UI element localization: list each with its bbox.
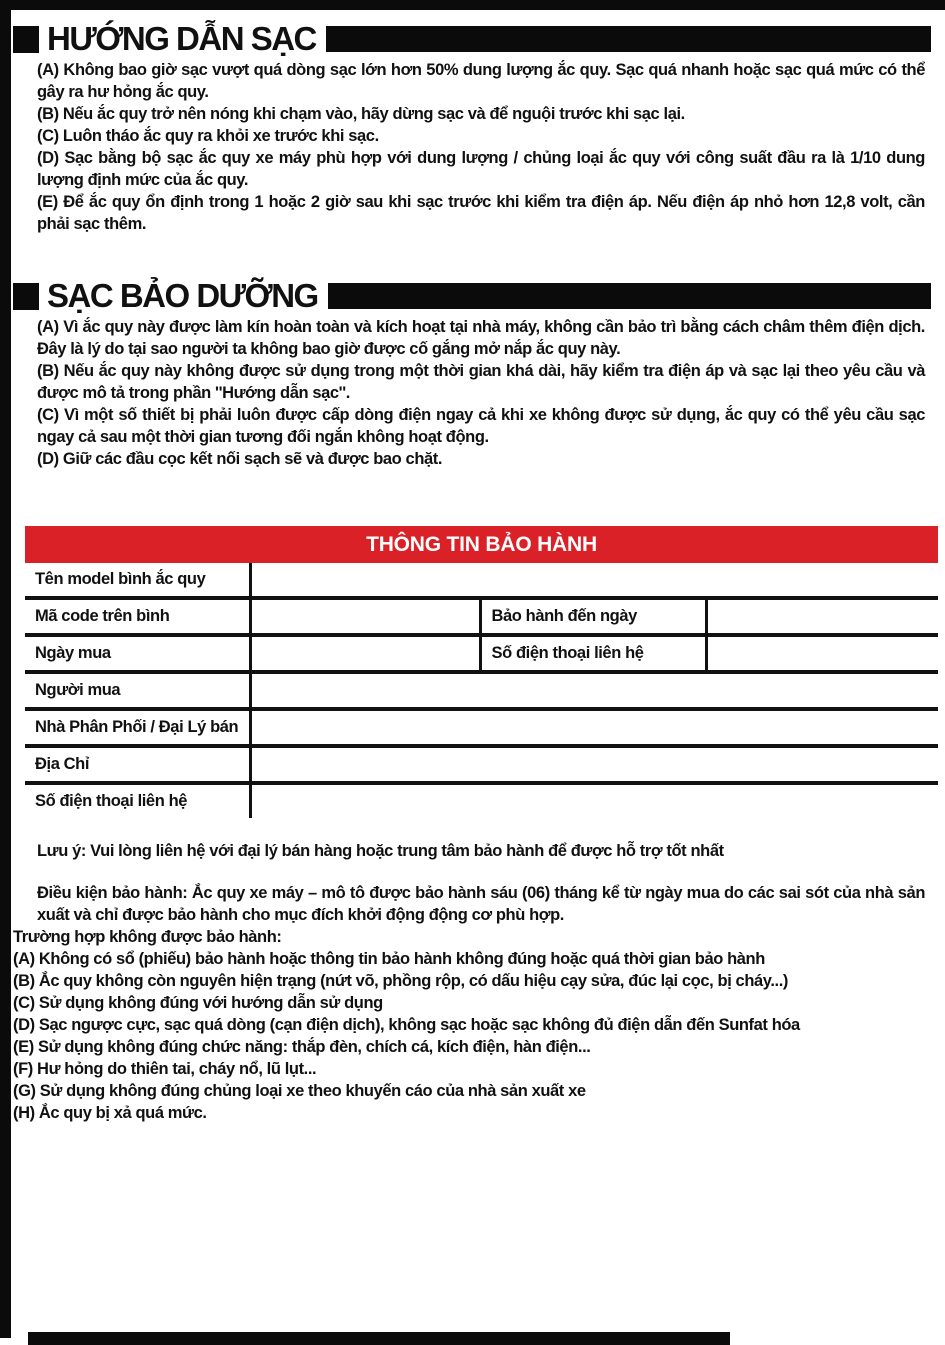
exclusion-item-f: (F) Hư hỏng do thiên tai, cháy nổ, lũ lụt... bbox=[13, 1060, 317, 1078]
field-label-warranty-until: Bảo hành đến ngày bbox=[480, 598, 706, 635]
section-heading-maintenance bbox=[13, 277, 937, 314]
field-value-distributor bbox=[250, 709, 938, 746]
exclusion-item-d: (D) Sạc ngược cực, sạc quá dòng (cạn điện dịch), không sạc hoặc sạc không đủ điện dẫn đến Sunfat hóa bbox=[13, 1016, 800, 1034]
maintenance-item-a: (A) Vì ắc quy này được làm kín hoàn toàn và kích hoạt tại nhà máy, không cần bảo trì bằng cách châm thêm điện dịch. Đây là lý do tại sao người ta không bao giờ được cố gắng mở nắp ắc quy này. bbox=[37, 318, 925, 358]
exclusions-heading: Trường hợp không được bảo hành: bbox=[13, 928, 282, 946]
table-row-code-warranty bbox=[25, 598, 938, 635]
field-label-contact-phone: Số điện thoại liên hệ bbox=[25, 783, 250, 818]
charging-item-b: (B) Nếu ắc quy trở nên nóng khi chạm vào, hãy dừng sạc và để nguội trước khi sạc lại. bbox=[37, 105, 685, 123]
maintenance-paragraphs bbox=[37, 316, 925, 470]
section-title-charging: HƯỚNG DẪN SẠC bbox=[47, 20, 316, 57]
section-title-maintenance: SẠC BẢO DƯỠNG bbox=[47, 277, 318, 314]
bottom-black-bar bbox=[28, 1332, 730, 1345]
maintenance-item-b: (B) Nếu ắc quy này không được sử dụng trong một thời gian khá dài, hãy kiểm tra điện áp và sạc lại theo yêu cầu và được mô tả trong phần ''Hướng dẫn sạc''. bbox=[37, 362, 925, 402]
field-value-purchase-date bbox=[250, 635, 480, 672]
exclusion-item-a: (A) Không có sổ (phiếu) bảo hành hoặc thông tin bảo hành không đúng hoặc quá thời gian bảo hành bbox=[13, 950, 765, 968]
maintenance-item-c: (C) Vì một số thiết bị phải luôn được cấp dòng điện ngay cả khi xe không được sử dụng, ắc quy có thể yêu cầu sạc ngay cả sau một thời gian tương đối ngắn không hoạt động. bbox=[37, 406, 925, 446]
charging-item-e: (E) Để ắc quy ổn định trong 1 hoặc 2 giờ sau khi sạc trước khi kiểm tra điện áp. Nếu điện áp nhỏ hơn 12,8 volt, cần phải sạc thêm. bbox=[37, 193, 925, 233]
field-value-warranty-until bbox=[706, 598, 938, 635]
note-warranty-conditions: Điều kiện bảo hành: Ắc quy xe máy – mô tô được bảo hành sáu (06) tháng kể từ ngày mua do các sai sót của nhà sản xuất và chỉ được bảo hành cho mục đích khởi động động cơ phù hợp. bbox=[37, 884, 925, 924]
field-value-model bbox=[250, 563, 938, 598]
field-label-distributor: Nhà Phân Phối / Đại Lý bán bbox=[25, 709, 250, 746]
table-row-contact-phone bbox=[25, 783, 938, 818]
charging-paragraphs bbox=[37, 59, 925, 235]
document-content bbox=[13, 10, 937, 1124]
field-value-contact-phone-right bbox=[706, 635, 938, 672]
black-square-bullet-icon bbox=[13, 26, 39, 53]
warranty-table-title: THÔNG TIN BẢO HÀNH bbox=[25, 526, 938, 563]
field-label-code: Mã code trên bình bbox=[25, 598, 250, 635]
section-heading-charging bbox=[13, 20, 937, 57]
field-label-model: Tên model bình ắc quy bbox=[25, 563, 250, 598]
left-black-strip bbox=[0, 0, 11, 1338]
field-label-purchase-date: Ngày mua bbox=[25, 635, 250, 672]
exclusion-item-h: (H) Ắc quy bị xả quá mức. bbox=[13, 1104, 207, 1122]
warranty-table-header-row bbox=[25, 526, 938, 563]
exclusion-item-b: (B) Ắc quy không còn nguyên hiện trạng (nứt võ, phồng rộp, có dấu hiệu cạy sửa, đúc lại cọc, bị cháy...) bbox=[13, 972, 788, 990]
field-value-buyer bbox=[250, 672, 938, 709]
charging-item-c: (C) Luôn tháo ắc quy ra khỏi xe trước khi sạc. bbox=[37, 127, 379, 145]
field-label-address: Địa Chỉ bbox=[25, 746, 250, 783]
exclusion-item-c: (C) Sử dụng không đúng với hướng dẫn sử dụng bbox=[13, 994, 383, 1012]
top-black-bar bbox=[0, 0, 945, 10]
note-support: Lưu ý: Vui lòng liên hệ với đại lý bán hàng hoặc trung tâm bảo hành để được hỗ trợ tốt nhất bbox=[37, 842, 724, 860]
field-value-address bbox=[250, 746, 938, 783]
warranty-info-table bbox=[25, 526, 938, 818]
maintenance-item-d: (D) Giữ các đầu cọc kết nối sạch sẽ và được bao chặt. bbox=[37, 450, 443, 468]
heading-rule-bar bbox=[326, 26, 931, 52]
field-label-buyer: Người mua bbox=[25, 672, 250, 709]
table-row-distributor bbox=[25, 709, 938, 746]
table-row-date-phone bbox=[25, 635, 938, 672]
heading-rule-bar bbox=[328, 283, 931, 309]
charging-item-d: (D) Sạc bằng bộ sạc ắc quy xe máy phù hợp với dung lượng / chủng loại ắc quy với công suất đầu ra là 1/10 dung lượng định mức của ắc quy. bbox=[37, 149, 925, 189]
table-row-model bbox=[25, 563, 938, 598]
table-row-buyer bbox=[25, 672, 938, 709]
exclusion-item-g: (G) Sử dụng không đúng chủng loại xe theo khuyến cáo của nhà sản xuất xe bbox=[13, 1082, 586, 1100]
table-row-address bbox=[25, 746, 938, 783]
charging-item-a: (A) Không bao giờ sạc vượt quá dòng sạc lớn hơn 50% dung lượng ắc quy. Sạc quá nhanh hoặc sạc quá mức có thể gây ra hư hỏng ắc quy. bbox=[37, 61, 925, 101]
field-value-contact-phone bbox=[250, 783, 938, 818]
field-value-code bbox=[250, 598, 480, 635]
exclusions-list bbox=[13, 926, 937, 1124]
black-square-bullet-icon bbox=[13, 283, 39, 310]
exclusion-item-e: (E) Sử dụng không đúng chức năng: thắp đèn, chích cá, kích điện, hàn điện... bbox=[13, 1038, 591, 1056]
field-label-contact-phone-right: Số điện thoại liên hệ bbox=[480, 635, 706, 672]
